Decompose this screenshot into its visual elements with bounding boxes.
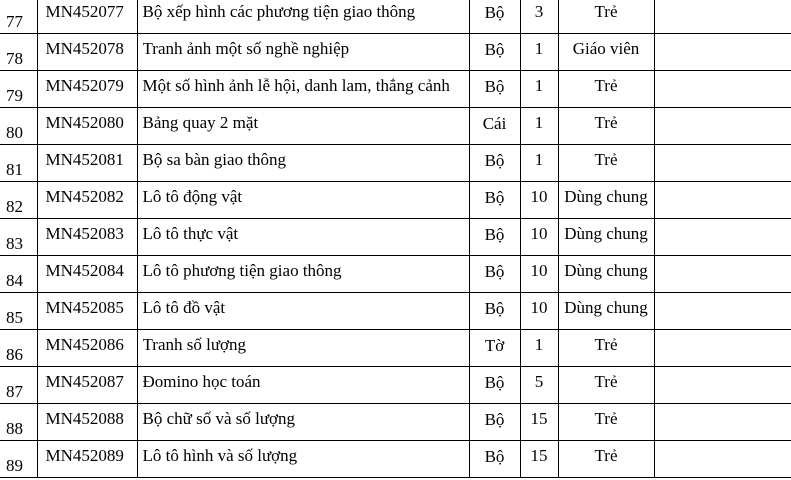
item-name: Một số hình ảnh lễ hội, danh lam, thắng cảnh: [142, 76, 450, 95]
item-code: MN452081: [45, 150, 124, 169]
item-code-cell: [37, 145, 137, 182]
target-cell: [558, 256, 654, 293]
target: Trẻ: [594, 113, 618, 132]
row-number-cell: [0, 0, 37, 34]
item-code: MN452080: [45, 113, 124, 132]
unit-cell: [469, 404, 520, 441]
unit: Bộ: [484, 262, 505, 281]
unit-cell: [469, 256, 520, 293]
table-row: [0, 108, 791, 145]
quantity: 1: [534, 150, 544, 169]
quantity: 1: [534, 76, 544, 95]
row-number: 88: [6, 419, 23, 438]
quantity: 15: [530, 409, 548, 428]
row-number-cell: [0, 441, 37, 478]
item-name-cell: [137, 182, 469, 219]
unit: Tờ: [484, 336, 505, 355]
table-row: [0, 330, 791, 367]
item-code-cell: [37, 0, 137, 34]
item-code: MN452078: [45, 39, 124, 58]
item-name-cell: [137, 293, 469, 330]
note-cell: [654, 219, 791, 256]
quantity: 1: [534, 335, 544, 354]
unit-cell: [469, 330, 520, 367]
quantity-cell: [520, 108, 558, 145]
item-name: Lô tô phương tiện giao thông: [142, 261, 342, 280]
target: Trẻ: [594, 335, 618, 354]
unit-cell: [469, 108, 520, 145]
item-code: MN452085: [45, 298, 124, 317]
table-row: [0, 71, 791, 108]
quantity: 10: [530, 224, 548, 243]
item-code-cell: [37, 182, 137, 219]
quantity-cell: [520, 441, 558, 478]
item-name: Lô tô thực vật: [142, 224, 239, 243]
unit: Bộ: [484, 151, 505, 170]
item-code-cell: [37, 34, 137, 71]
note-cell: [654, 34, 791, 71]
target: Trẻ: [594, 2, 618, 21]
note-cell: [654, 367, 791, 404]
quantity: 1: [534, 39, 544, 58]
row-number: 85: [6, 308, 23, 327]
target-cell: [558, 441, 654, 478]
quantity-cell: [520, 0, 558, 34]
item-name: Tranh ảnh một số nghề nghiệp: [142, 39, 350, 58]
item-name: Bộ chữ số và số lượng: [142, 409, 296, 428]
target: Dùng chung: [564, 224, 648, 243]
unit-cell: [469, 182, 520, 219]
table-row: [0, 182, 791, 219]
item-name-cell: [137, 34, 469, 71]
unit-cell: [469, 71, 520, 108]
item-name-cell: [137, 441, 469, 478]
target: Trẻ: [594, 150, 618, 169]
table-row: [0, 145, 791, 182]
unit-cell: [469, 0, 520, 34]
row-number: 87: [6, 382, 23, 401]
quantity: 10: [530, 187, 548, 206]
unit: Bộ: [484, 188, 505, 207]
item-name-cell: [137, 0, 469, 34]
row-number: 78: [6, 49, 23, 68]
item-name: Lô tô động vật: [142, 187, 243, 206]
target: Trẻ: [594, 446, 618, 465]
target: Giáo viên: [572, 39, 640, 58]
unit-cell: [469, 367, 520, 404]
item-name: Tranh số lượng: [142, 335, 247, 354]
unit: Bộ: [484, 299, 505, 318]
row-number: 79: [6, 86, 23, 105]
row-number: 86: [6, 345, 23, 364]
row-number-cell: [0, 404, 37, 441]
note-cell: [654, 71, 791, 108]
item-code: MN452077: [45, 2, 124, 21]
row-number-cell: [0, 330, 37, 367]
item-code: MN452082: [45, 187, 124, 206]
unit-cell: [469, 145, 520, 182]
unit: Bộ: [484, 447, 505, 466]
row-number: 82: [6, 197, 23, 216]
item-name-cell: [137, 404, 469, 441]
item-name: Lô tô đồ vật: [142, 298, 226, 317]
item-code-cell: [37, 71, 137, 108]
target-cell: [558, 182, 654, 219]
item-name: Bộ sa bàn giao thông: [142, 150, 287, 169]
target-cell: [558, 0, 654, 34]
item-code: MN452083: [45, 224, 124, 243]
quantity-cell: [520, 71, 558, 108]
note-cell: [654, 0, 791, 34]
item-code-cell: [37, 293, 137, 330]
unit-cell: [469, 219, 520, 256]
item-name: Đomino học toán: [142, 372, 261, 391]
item-name-cell: [137, 219, 469, 256]
quantity-cell: [520, 404, 558, 441]
item-code-cell: [37, 441, 137, 478]
item-code-cell: [37, 108, 137, 145]
item-name: Bảng quay 2 mặt: [142, 113, 259, 132]
table-row: [0, 219, 791, 256]
target-cell: [558, 404, 654, 441]
row-number: 77: [6, 12, 23, 31]
quantity: 15: [530, 446, 548, 465]
item-code: MN452084: [45, 261, 124, 280]
item-name: Bộ xếp hình các phương tiện giao thông: [142, 2, 416, 21]
item-code-cell: [37, 404, 137, 441]
note-cell: [654, 404, 791, 441]
quantity: 3: [534, 2, 544, 21]
quantity-cell: [520, 219, 558, 256]
row-number: 83: [6, 234, 23, 253]
row-number-cell: [0, 367, 37, 404]
quantity-cell: [520, 256, 558, 293]
note-cell: [654, 256, 791, 293]
unit: Bộ: [484, 3, 505, 22]
item-code-cell: [37, 330, 137, 367]
item-code: MN452079: [45, 76, 124, 95]
target-cell: [558, 219, 654, 256]
unit: Bộ: [484, 373, 505, 392]
quantity-cell: [520, 293, 558, 330]
item-name-cell: [137, 256, 469, 293]
row-number-cell: [0, 34, 37, 71]
table-row: [0, 256, 791, 293]
item-code-cell: [37, 256, 137, 293]
note-cell: [654, 441, 791, 478]
unit: Bộ: [484, 77, 505, 96]
quantity-cell: [520, 34, 558, 71]
row-number-cell: [0, 219, 37, 256]
quantity-cell: [520, 330, 558, 367]
target-cell: [558, 145, 654, 182]
table-row: [0, 404, 791, 441]
target-cell: [558, 367, 654, 404]
item-name-cell: [137, 330, 469, 367]
row-number: 80: [6, 123, 23, 142]
item-code-cell: [37, 219, 137, 256]
item-code: MN452087: [45, 372, 124, 391]
note-cell: [654, 182, 791, 219]
item-code: MN452089: [45, 446, 124, 465]
quantity: 5: [534, 372, 544, 391]
item-name: Lô tô hình và số lượng: [142, 446, 298, 465]
quantity: 10: [530, 298, 548, 317]
target-cell: [558, 71, 654, 108]
target: Trẻ: [594, 76, 618, 95]
quantity: 1: [534, 113, 544, 132]
quantity: 10: [530, 261, 548, 280]
quantity-cell: [520, 367, 558, 404]
quantity-cell: [520, 182, 558, 219]
item-name-cell: [137, 71, 469, 108]
item-name-cell: [137, 145, 469, 182]
target: Trẻ: [594, 372, 618, 391]
row-number-cell: [0, 256, 37, 293]
unit-cell: [469, 441, 520, 478]
item-code: MN452086: [45, 335, 124, 354]
row-number-cell: [0, 182, 37, 219]
table-row: [0, 293, 791, 330]
note-cell: [654, 108, 791, 145]
unit-cell: [469, 34, 520, 71]
note-cell: [654, 145, 791, 182]
row-number: 81: [6, 160, 23, 179]
target: Dùng chung: [564, 298, 648, 317]
target: Dùng chung: [564, 261, 648, 280]
row-number-cell: [0, 71, 37, 108]
row-number: 89: [6, 456, 23, 475]
table-row: [0, 367, 791, 404]
row-number: 84: [6, 271, 23, 290]
item-name-cell: [137, 367, 469, 404]
unit: Bộ: [484, 225, 505, 244]
row-number-cell: [0, 108, 37, 145]
item-code: MN452088: [45, 409, 124, 428]
target-cell: [558, 108, 654, 145]
item-name-cell: [137, 108, 469, 145]
table-row: [0, 34, 791, 71]
row-number-cell: [0, 293, 37, 330]
target: Dùng chung: [564, 187, 648, 206]
quantity-cell: [520, 145, 558, 182]
target-cell: [558, 293, 654, 330]
target-cell: [558, 34, 654, 71]
unit: Cái: [482, 114, 507, 133]
target-cell: [558, 330, 654, 367]
target: Trẻ: [594, 409, 618, 428]
row-number-cell: [0, 145, 37, 182]
unit: Bộ: [484, 410, 505, 429]
note-cell: [654, 330, 791, 367]
item-code-cell: [37, 367, 137, 404]
table-row: [0, 441, 791, 478]
unit: Bộ: [484, 40, 505, 59]
unit-cell: [469, 293, 520, 330]
note-cell: [654, 293, 791, 330]
table-row: [0, 0, 791, 34]
